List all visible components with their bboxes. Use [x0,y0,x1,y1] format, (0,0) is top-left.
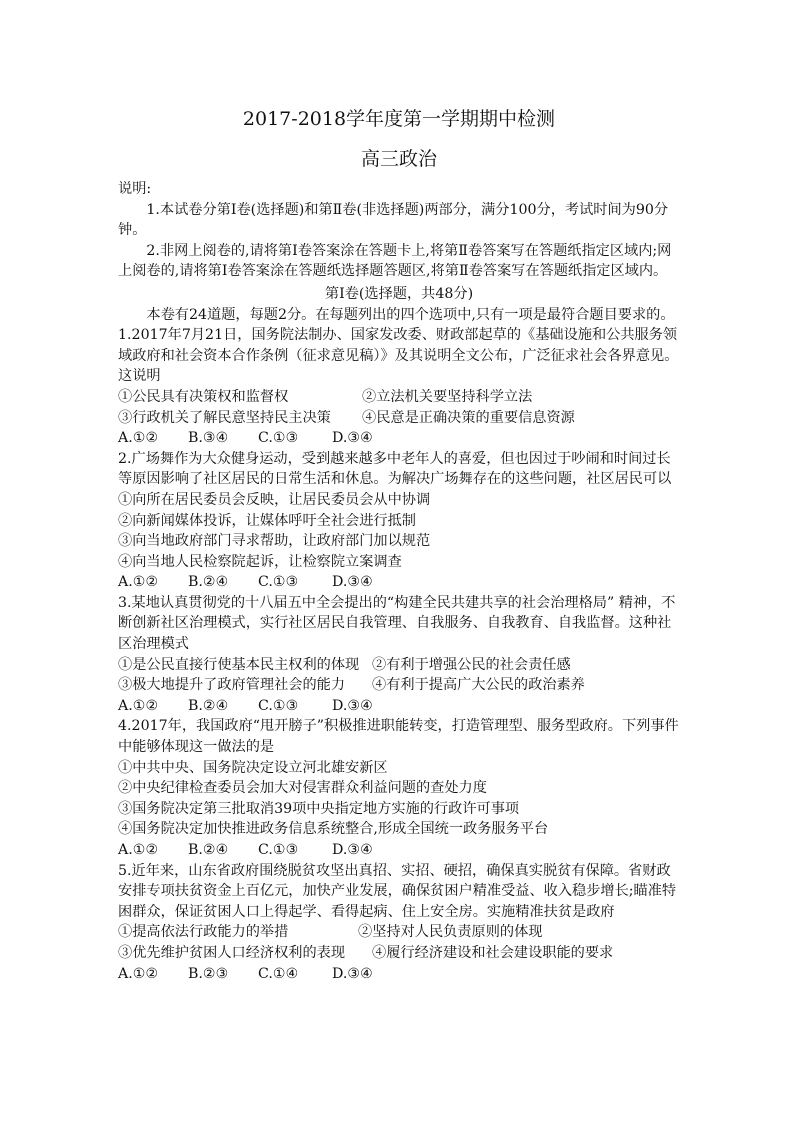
question-2 [118,449,680,593]
option-row [118,387,680,408]
question-3 [118,593,680,717]
option-3: ③行政机关了解民意坚持民主决策 [118,409,331,426]
option-2: ②有利于增强公民的社会责任感 [372,656,571,673]
choice-d: D.③④ [332,965,373,982]
choice-a: A.①② [118,697,159,714]
option-3: ③极大地提升了政府管理社会的能力 [118,677,346,694]
instruction-item-1: 1.本试卷分第Ⅰ卷(选择题)和第Ⅱ卷(非选择题)两部分，满分100分，考试时间为90分钟。 [118,201,669,239]
choice-b: B.②④ [188,842,229,858]
choice-d: D.③④ [332,842,373,858]
answer-choices [118,964,680,985]
choice-c: C.①③ [258,574,299,591]
option-4: ④国务院决定加快推进政务信息系统整合,形成全国统一政务服务平台 [118,821,549,838]
option-2: ②立法机关要坚持科学立法 [362,388,533,405]
instruction-item-2: 2.非网上阅卷的,请将第Ⅰ卷答案涂在答题卡上,将第Ⅱ卷答案写在答题纸指定区域内;网上阅卷的,请将第Ⅰ卷答案涂在答题纸选择题答题区,将第Ⅱ卷答案写在答题纸指定区域内。 [118,242,672,280]
option-1: ①公民具有决策权和监督权 [118,388,289,405]
section-note: 本卷有24道题，每题2分。在每题列出的四个选项中,只有一项是最符合题目要求的。 [146,306,675,323]
option-1: ①中共中央、国务院决定设立河北雄安新区 [118,759,388,776]
choice-c: C.①③ [258,842,299,858]
choice-c: C.①③ [258,430,299,447]
option-2: ②中央纪律检查委员会加大对侵害群众利益问题的查处力度 [118,780,487,797]
choice-a: A.①② [118,842,159,858]
question-4 [118,716,680,860]
option-row [118,922,680,943]
choice-b: B.②④ [188,574,229,591]
exam-title: 2017-2018学年度第一学期期中检测 [242,108,556,130]
option-1: ①是公民直接行使基本民主权利的体现 [118,656,360,673]
question-stem: 3.某地认真贯彻党的十八届五中全会提出的“构建全民共建共享的社会治理格局” 精神，不断创新社区治理模式，实行社区居民自我管理、自我服务、自我教育、自我监督。这种社区治理模式 [118,594,676,653]
option-row [118,675,680,696]
option-row [118,943,680,964]
choice-a: A.①② [118,574,159,591]
exam-subtitle: 高三政治 [360,148,437,170]
question-stem: 1.2017年7月21日，国务院法制办、国家发改委、财政部起草的《基础设施和公共服务领域政府和社会资本合作条例（征求意见稿）》及其说明全文公布，广泛征求社会各界意见。这说明 [118,327,679,385]
answer-choices [118,428,680,449]
answer-choices [118,696,680,717]
question-stem: 4.2017年，我国政府“甩开膀子”积极推进职能转变，打造管理型、服务型政府。下列事件中能够体现这一做法的是 [118,718,679,756]
option-4: ④履行经济建设和社会建设职能的要求 [372,944,614,961]
choice-c: C.①④ [258,965,299,982]
choice-c: C.①③ [258,697,299,714]
option-3: ③国务院决定第三批取消39项中央指定地方实施的行政许可事项 [118,800,520,817]
option-1: ①向所在居民委员会反映，让居民委员会从中协调 [118,491,431,508]
option-row [118,655,680,676]
choice-b: B.③④ [188,430,229,447]
option-4: ④民意是正确决策的重要信息资源 [362,409,575,426]
answer-choices [118,840,680,861]
section-heading: 第Ⅰ卷(选择题，共48分) [324,285,474,302]
option-3: ③优先维护贫困人口经济权利的表现 [118,944,346,961]
option-2: ②向新闻媒体投诉，让媒体呼吁全社会进行抵制 [118,512,416,529]
choice-a: A.①② [118,430,159,447]
choice-d: D.③④ [332,574,373,591]
option-1: ①提高依法行政能力的举措 [118,924,289,941]
option-row [118,408,680,429]
choice-b: B.②④ [188,697,229,714]
instructions-label: 说明: [118,181,152,197]
question-5 [118,861,680,985]
choice-d: D.③④ [332,697,373,714]
question-stem: 2.广场舞作为大众健身运动，受到越来越多中老年人的喜爱，但也因过于吵闹和时间过长等原因影响了社区居民的日常生活和休息。为解决广场舞存在的这些问题，社区居民可以 [118,450,672,488]
option-3: ③向当地政府部门寻求帮助，让政府部门加以规范 [118,533,431,550]
option-4: ④向当地人民检察院起诉，让检察院立案调查 [118,553,402,570]
choice-a: A.①② [118,965,159,982]
question-1 [118,325,680,449]
exam-page [118,100,680,984]
option-4: ④有利于提高广大公民的政治素养 [372,677,585,694]
question-stem: 5.近年来，山东省政府围绕脱贫攻坚出真招、实招、硬招，确保真实脱贫有保障。省财政安排专项扶贫资金上百亿元，加快产业发展，确保贫困户精准受益、收入稳步增长;瞄准特困群众，保证贫困人口上得起学、看得起病、住上安全房。实施精准扶贫是政府 [118,862,677,920]
choice-b: B.②③ [188,965,229,982]
option-2: ②坚持对人民负责原则的体现 [358,924,543,941]
choice-d: D.③④ [332,430,373,447]
answer-choices [118,572,680,593]
